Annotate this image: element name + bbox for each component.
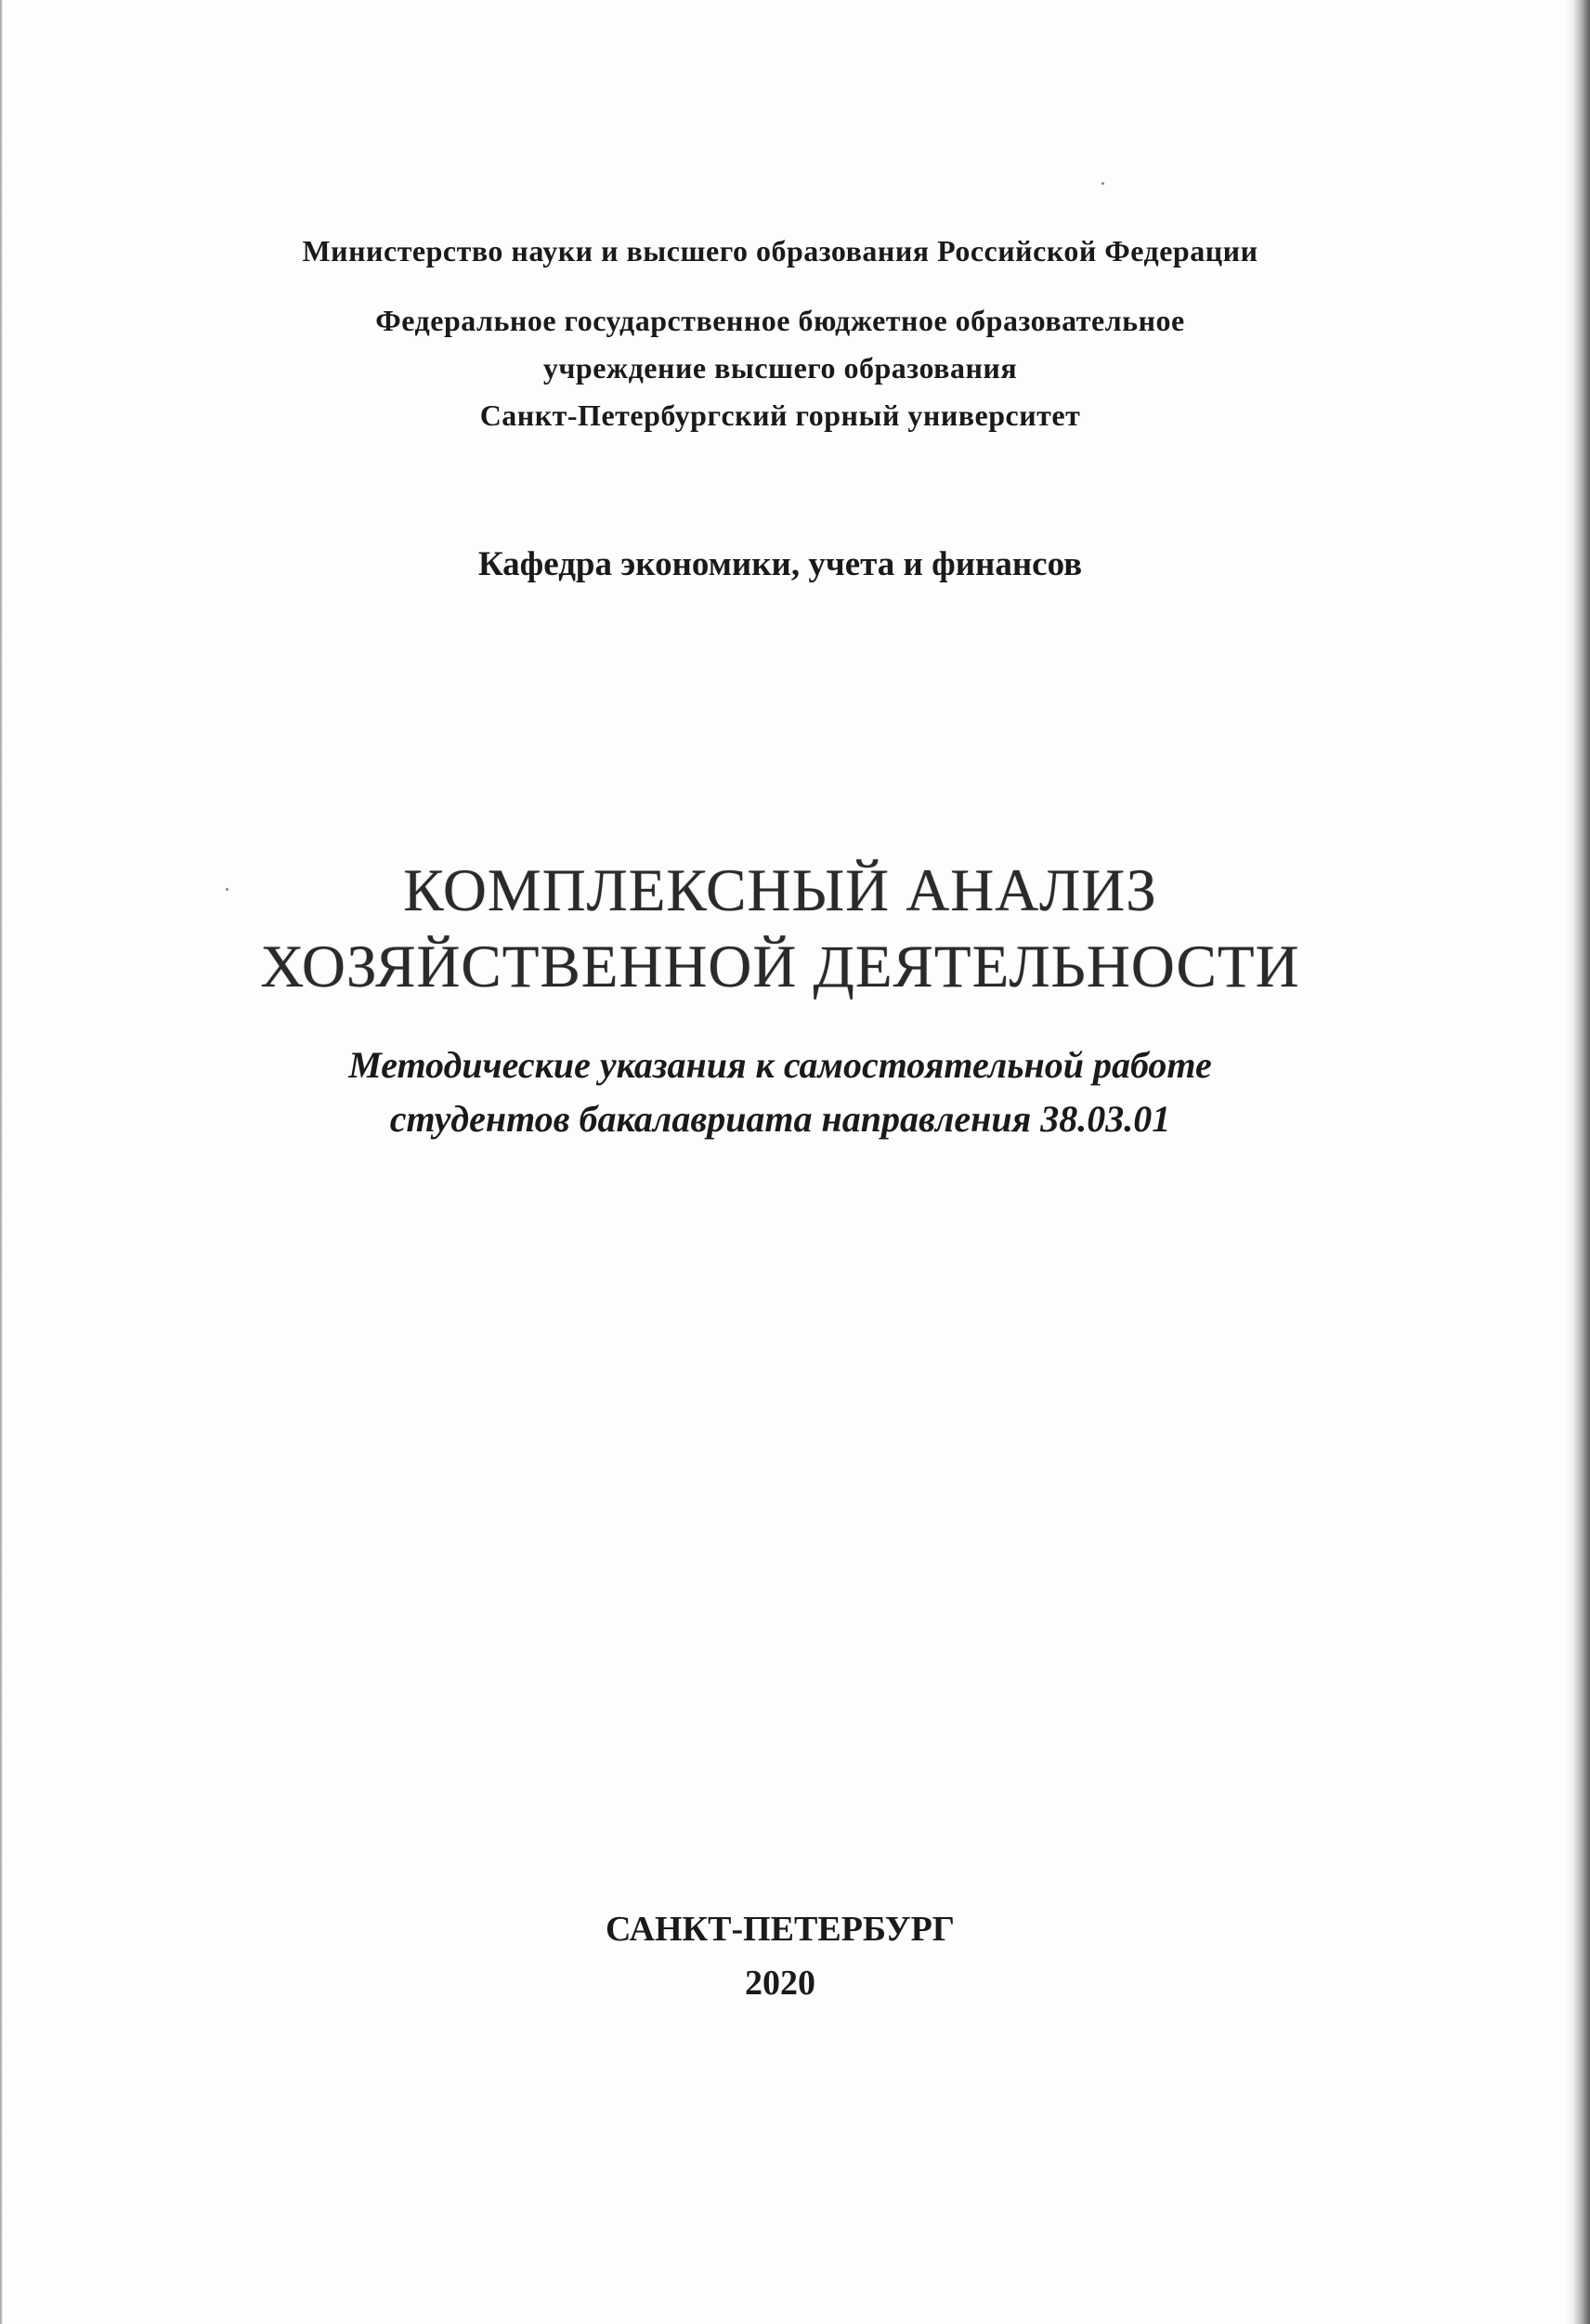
subtitle-line-2: студентов бакалавриата направления 38.03.01	[389, 1098, 1171, 1140]
title-line-2: ХОЗЯЙСТВЕННОЙ ДЕЯТЕЛЬНОСТИ	[260, 934, 1300, 1000]
year-line: 2020	[745, 1964, 815, 2003]
department-line: Кафедра экономики, учета и финансов	[477, 545, 1083, 583]
ministry-header	[0, 230, 1560, 271]
ministry-line: Министерство науки и высшего образования Российской Федерации	[302, 234, 1258, 268]
city-line: САНКТ-ПЕТЕРБУРГ	[606, 1910, 955, 1949]
document-subtitle	[0, 1038, 1560, 1146]
scan-right-edge	[1564, 0, 1590, 2324]
department-name	[0, 542, 1560, 587]
publication-city	[0, 1902, 1560, 1956]
institution-line-3: Санкт-Петербургский горный университет	[479, 398, 1081, 432]
scan-speck	[1101, 182, 1104, 185]
publication-year	[0, 1960, 1560, 2006]
institution-line-1: Федеральное государственное бюджетное образовательное	[375, 304, 1185, 337]
title-line-1: КОМПЛЕКСНЫЙ АНАЛИЗ	[403, 857, 1157, 924]
institution-name	[0, 297, 1560, 439]
institution-line-2: учреждение высшего образования	[542, 351, 1018, 385]
subtitle-line-1: Методические указания к самостоятельной работе	[348, 1044, 1212, 1086]
document-title	[0, 853, 1560, 1005]
